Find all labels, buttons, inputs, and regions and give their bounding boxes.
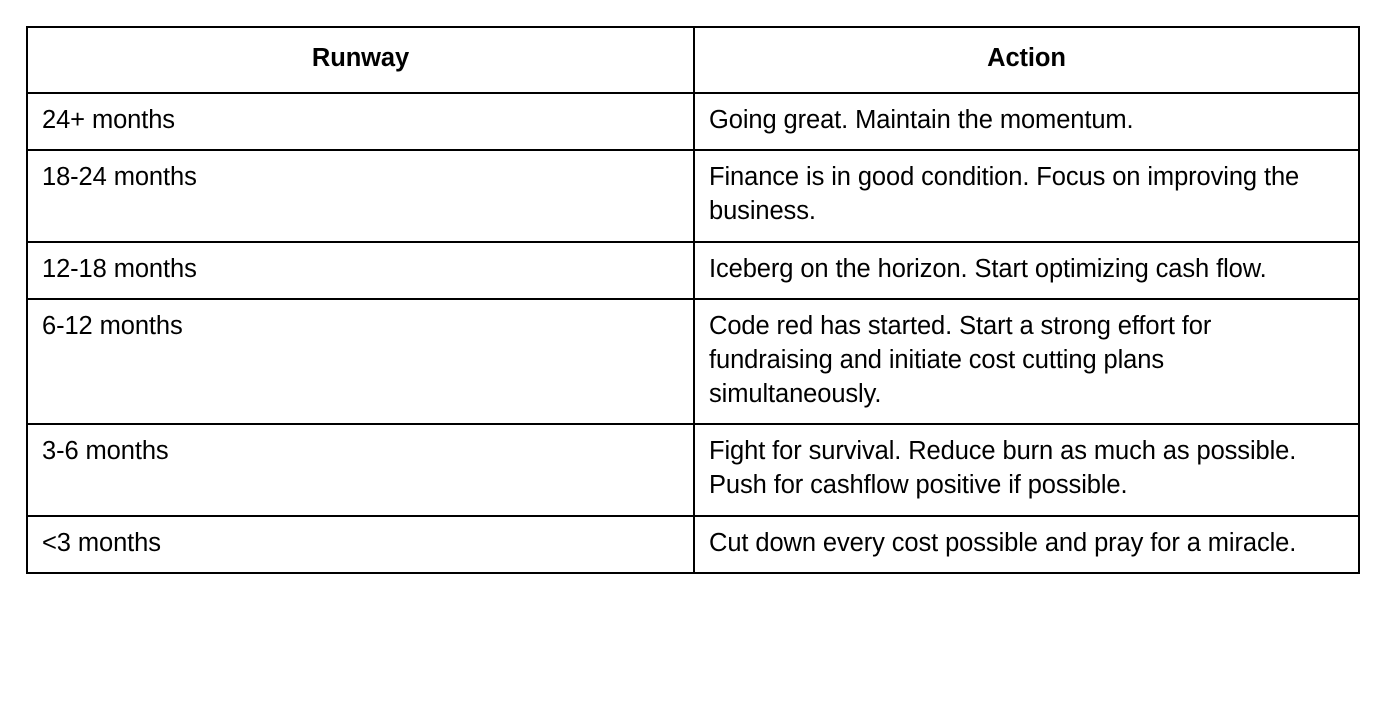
cell-action: Cut down every cost possible and pray for a miracle. [694,516,1359,574]
table-body [27,93,1359,574]
cell-action: Code red has started. Start a strong effort for fundraising and initiate cost cutting plans simultaneously. [694,299,1359,424]
table-row [27,93,1359,151]
cell-action: Iceberg on the horizon. Start optimizing cash flow. [694,242,1359,300]
column-header-runway: Runway [27,27,694,93]
cell-runway: 18-24 months [27,150,694,241]
table-row [27,424,1359,515]
cell-action: Going great. Maintain the momentum. [694,93,1359,151]
table-header [27,27,1359,93]
table-row [27,242,1359,300]
cell-action: Finance is in good condition. Focus on improving the business. [694,150,1359,241]
column-header-action: Action [694,27,1359,93]
cell-action: Fight for survival. Reduce burn as much as possible. Push for cashflow positive if possible. [694,424,1359,515]
table-row [27,150,1359,241]
cell-runway: 3-6 months [27,424,694,515]
cell-runway: 6-12 months [27,299,694,424]
table-header-row [27,27,1359,93]
cell-runway: <3 months [27,516,694,574]
table-row [27,299,1359,424]
table-row [27,516,1359,574]
cell-runway: 24+ months [27,93,694,151]
runway-action-table [26,26,1360,574]
cell-runway: 12-18 months [27,242,694,300]
